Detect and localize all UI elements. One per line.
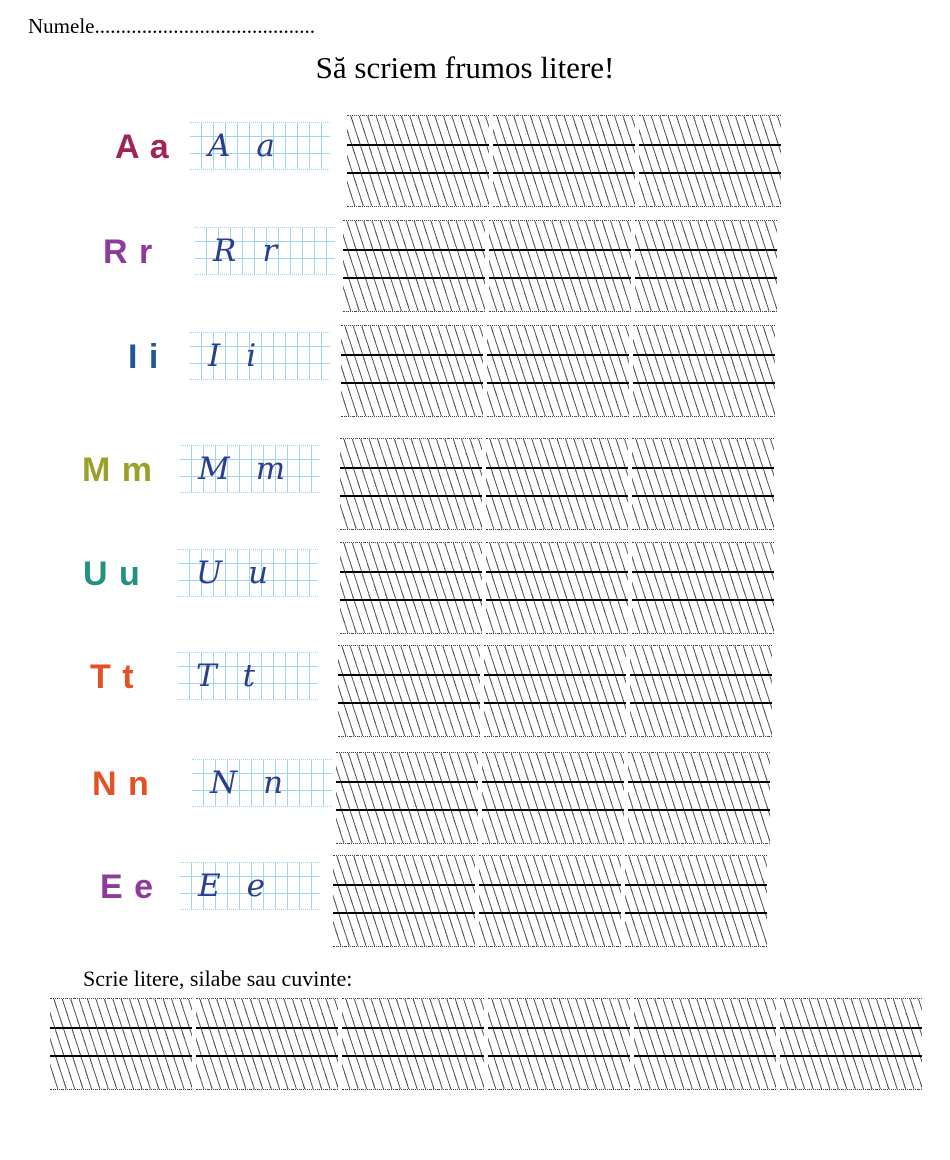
writing-guideline bbox=[484, 702, 626, 704]
writing-cell[interactable] bbox=[196, 998, 338, 1090]
writing-cell[interactable] bbox=[628, 752, 770, 844]
cursive-model bbox=[190, 332, 330, 380]
writing-guideline bbox=[487, 382, 629, 384]
writing-guideline bbox=[632, 599, 774, 601]
writing-guideline bbox=[633, 382, 775, 384]
writing-cell[interactable] bbox=[341, 325, 483, 417]
writing-cell[interactable] bbox=[347, 115, 489, 207]
writing-cell[interactable] bbox=[340, 438, 482, 530]
writing-cell[interactable] bbox=[493, 115, 635, 207]
writing-guideline bbox=[632, 571, 774, 573]
practice-lines[interactable] bbox=[336, 752, 770, 842]
writing-cell[interactable] bbox=[50, 998, 192, 1090]
writing-guideline bbox=[479, 912, 621, 914]
writing-cell[interactable] bbox=[340, 542, 482, 634]
cursive-model bbox=[178, 652, 318, 700]
writing-guideline bbox=[479, 884, 621, 886]
writing-guideline bbox=[343, 249, 485, 251]
writing-guideline bbox=[487, 354, 629, 356]
writing-guideline bbox=[493, 172, 635, 174]
writing-guideline bbox=[338, 702, 480, 704]
writing-guideline bbox=[628, 809, 770, 811]
writing-guideline bbox=[340, 599, 482, 601]
practice-lines[interactable] bbox=[338, 645, 772, 735]
writing-cell[interactable] bbox=[338, 645, 480, 737]
writing-guideline bbox=[635, 249, 777, 251]
writing-cell[interactable] bbox=[342, 998, 484, 1090]
writing-guideline bbox=[336, 781, 478, 783]
writing-guideline bbox=[632, 495, 774, 497]
writing-cell[interactable] bbox=[484, 645, 626, 737]
writing-guideline bbox=[486, 599, 628, 601]
cursive-model bbox=[192, 759, 332, 807]
writing-guideline bbox=[488, 1055, 630, 1057]
writing-guideline bbox=[196, 1055, 338, 1057]
cursive-model bbox=[190, 122, 330, 170]
writing-guideline bbox=[632, 467, 774, 469]
writing-guideline bbox=[342, 1055, 484, 1057]
cursive-letter-pair: Uu bbox=[196, 555, 295, 591]
writing-cell[interactable] bbox=[333, 855, 475, 947]
print-letter-pair: I i bbox=[128, 338, 160, 376]
writing-guideline bbox=[482, 781, 624, 783]
writing-guideline bbox=[486, 495, 628, 497]
print-letter-pair: R r bbox=[103, 233, 154, 271]
practice-lines[interactable] bbox=[340, 542, 774, 632]
practice-lines[interactable] bbox=[340, 438, 774, 528]
cursive-letter-pair: Mm bbox=[198, 451, 312, 487]
writing-cell[interactable] bbox=[630, 645, 772, 737]
writing-cell[interactable] bbox=[479, 855, 621, 947]
cursive-letter-pair: Nn bbox=[210, 765, 310, 801]
writing-guideline bbox=[634, 1027, 776, 1029]
writing-guideline bbox=[488, 1027, 630, 1029]
writing-cell[interactable] bbox=[488, 998, 630, 1090]
writing-cell[interactable] bbox=[632, 438, 774, 530]
writing-guideline bbox=[780, 1055, 922, 1057]
writing-guideline bbox=[635, 277, 777, 279]
print-letter-pair: M m bbox=[82, 451, 153, 489]
writing-cell[interactable] bbox=[635, 220, 777, 312]
cursive-model bbox=[195, 227, 335, 275]
writing-guideline bbox=[634, 1055, 776, 1057]
writing-guideline bbox=[340, 467, 482, 469]
writing-guideline bbox=[340, 495, 482, 497]
page-title: Să scriem frumos litere! bbox=[315, 50, 615, 85]
writing-guideline bbox=[347, 172, 489, 174]
writing-guideline bbox=[342, 1027, 484, 1029]
free-practice-area[interactable] bbox=[50, 998, 922, 1088]
writing-guideline bbox=[50, 1055, 192, 1057]
practice-lines[interactable] bbox=[341, 325, 775, 415]
writing-guideline bbox=[343, 277, 485, 279]
cursive-model bbox=[180, 862, 320, 910]
writing-guideline bbox=[625, 912, 767, 914]
print-letter-pair: T t bbox=[90, 658, 135, 696]
writing-cell[interactable] bbox=[489, 220, 631, 312]
instruction: Scrie litere, silabe sau cuvinte: bbox=[83, 966, 353, 991]
writing-cell[interactable] bbox=[625, 855, 767, 947]
writing-guideline bbox=[486, 467, 628, 469]
writing-cell[interactable] bbox=[482, 752, 624, 844]
writing-cell[interactable] bbox=[487, 325, 629, 417]
writing-cell[interactable] bbox=[632, 542, 774, 634]
writing-cell[interactable] bbox=[639, 115, 781, 207]
print-letter-pair: E e bbox=[100, 868, 155, 906]
writing-guideline bbox=[633, 354, 775, 356]
writing-guideline bbox=[484, 674, 626, 676]
writing-cell[interactable] bbox=[486, 438, 628, 530]
print-letter-pair: U u bbox=[83, 555, 141, 593]
cursive-letter-pair: Tt bbox=[196, 658, 282, 694]
writing-cell[interactable] bbox=[336, 752, 478, 844]
writing-guideline bbox=[50, 1027, 192, 1029]
writing-guideline bbox=[630, 702, 772, 704]
cursive-letter-pair: Ee bbox=[198, 868, 291, 904]
writing-cell[interactable] bbox=[486, 542, 628, 634]
writing-guideline bbox=[340, 571, 482, 573]
cursive-letter-pair: Aa bbox=[208, 128, 301, 164]
print-letter-pair: N n bbox=[92, 765, 150, 803]
name-line: Numele.......................................... bbox=[28, 14, 315, 38]
writing-guideline bbox=[486, 571, 628, 573]
writing-guideline bbox=[196, 1027, 338, 1029]
writing-guideline bbox=[630, 674, 772, 676]
writing-guideline bbox=[341, 382, 483, 384]
writing-guideline bbox=[482, 809, 624, 811]
cursive-letter-pair: Rr bbox=[213, 233, 304, 269]
writing-guideline bbox=[336, 809, 478, 811]
writing-guideline bbox=[338, 674, 480, 676]
writing-guideline bbox=[489, 249, 631, 251]
writing-cell[interactable] bbox=[780, 998, 922, 1090]
cursive-model bbox=[178, 549, 318, 597]
practice-lines[interactable] bbox=[347, 115, 781, 205]
writing-guideline bbox=[780, 1027, 922, 1029]
print-letter-pair: A a bbox=[115, 128, 170, 166]
writing-guideline bbox=[639, 144, 781, 146]
cursive-letter-pair: Ii bbox=[208, 338, 283, 374]
cursive-model bbox=[180, 445, 320, 493]
writing-guideline bbox=[333, 884, 475, 886]
writing-guideline bbox=[341, 354, 483, 356]
writing-cell[interactable] bbox=[343, 220, 485, 312]
writing-guideline bbox=[347, 144, 489, 146]
writing-guideline bbox=[493, 144, 635, 146]
writing-guideline bbox=[333, 912, 475, 914]
writing-cell[interactable] bbox=[633, 325, 775, 417]
writing-guideline bbox=[628, 781, 770, 783]
writing-guideline bbox=[625, 884, 767, 886]
practice-lines[interactable] bbox=[333, 855, 767, 945]
writing-cell[interactable] bbox=[634, 998, 776, 1090]
practice-lines[interactable] bbox=[343, 220, 777, 310]
writing-guideline bbox=[639, 172, 781, 174]
writing-guideline bbox=[489, 277, 631, 279]
